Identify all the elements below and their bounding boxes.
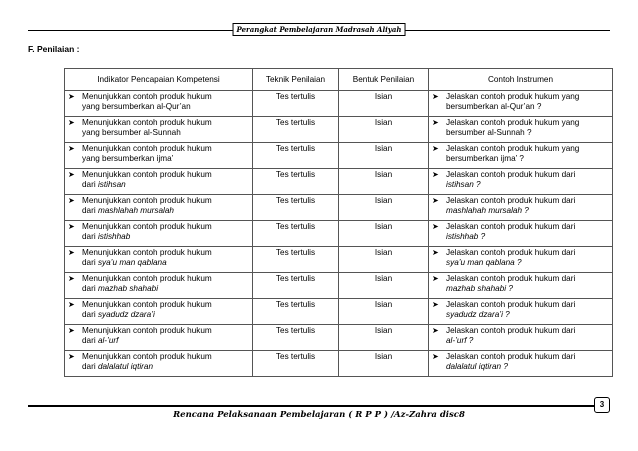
arrow-bullet-icon: ➤ [432, 222, 439, 231]
cell-bentuk: Isian [339, 221, 429, 247]
cell-bentuk: Isian [339, 91, 429, 117]
indikator-line2: yang bersumberkan ijma’ [82, 154, 174, 163]
table-row [65, 299, 613, 325]
cell-contoh [429, 169, 613, 195]
cell-contoh [429, 221, 613, 247]
arrow-bullet-icon: ➤ [68, 92, 75, 101]
contoh-term: mazhab shahabi ? [446, 284, 513, 293]
arrow-bullet-icon: ➤ [432, 300, 439, 309]
contoh-line1: Jelaskan contoh produk hukum dari [446, 248, 576, 257]
arrow-bullet-icon: ➤ [432, 170, 439, 179]
indikator-line1: Menunjukkan contoh produk hukum [82, 222, 212, 231]
cell-teknik: Tes tertulis [253, 195, 339, 221]
table-header-row [65, 69, 613, 91]
contoh-line2: bersumberkan al-Qur’an ? [446, 102, 542, 111]
arrow-bullet-icon: ➤ [68, 300, 75, 309]
cell-indikator [65, 273, 253, 299]
indikator-term: al-’urf [97, 336, 119, 345]
indikator-line1: Menunjukkan contoh produk hukum [82, 352, 212, 361]
table-row [65, 117, 613, 143]
table-row [65, 325, 613, 351]
page-number: 3 [594, 397, 610, 413]
arrow-bullet-icon: ➤ [68, 170, 75, 179]
indikator-line1: Menunjukkan contoh produk hukum [82, 92, 212, 101]
indikator-line2: yang bersumberkan al-Qur’an [82, 102, 191, 111]
contoh-line2: bersumberkan ijma’ ? [446, 154, 524, 163]
page-footer [28, 396, 610, 426]
table-row [65, 351, 613, 377]
header-title: Perangkat Pembelajaran Madrasah Aliyah [233, 23, 406, 36]
indikator-line2: dari [82, 206, 98, 215]
arrow-bullet-icon: ➤ [432, 144, 439, 153]
contoh-line1: Jelaskan contoh produk hukum dari [446, 196, 576, 205]
arrow-bullet-icon: ➤ [68, 222, 75, 231]
indikator-line1: Menunjukkan contoh produk hukum [82, 170, 212, 179]
indikator-line1: Menunjukkan contoh produk hukum [82, 326, 212, 335]
contoh-line1: Jelaskan contoh produk hukum dari [446, 352, 576, 361]
header-contoh: Contoh Instrumen [429, 69, 613, 91]
table-row [65, 195, 613, 221]
cell-indikator [65, 169, 253, 195]
indikator-line1: Menunjukkan contoh produk hukum [82, 144, 212, 153]
cell-contoh [429, 351, 613, 377]
cell-bentuk: Isian [339, 117, 429, 143]
indikator-term: istihsan [97, 180, 126, 189]
cell-teknik: Tes tertulis [253, 169, 339, 195]
cell-teknik: Tes tertulis [253, 91, 339, 117]
indikator-line2: dari [82, 180, 98, 189]
indikator-line2: dari [82, 258, 98, 267]
cell-bentuk: Isian [339, 351, 429, 377]
indikator-line2: dari [82, 336, 98, 345]
table-row [65, 273, 613, 299]
cell-contoh [429, 91, 613, 117]
cell-indikator [65, 221, 253, 247]
contoh-line1: Jelaskan contoh produk hukum dari [446, 300, 576, 309]
indikator-line2: yang bersumber al-Sunnah [82, 128, 181, 137]
cell-indikator [65, 299, 253, 325]
cell-contoh [429, 247, 613, 273]
cell-indikator [65, 91, 253, 117]
cell-teknik: Tes tertulis [253, 247, 339, 273]
indikator-line2: dari [82, 310, 98, 319]
footer-rule [28, 405, 610, 407]
footer-title: Rencana Pelaksanaan Pembelajaran ( R P P ) /Az-Zahra disc8 [173, 410, 465, 420]
contoh-term: istishhab ? [446, 232, 486, 241]
cell-indikator [65, 247, 253, 273]
cell-contoh [429, 299, 613, 325]
cell-bentuk: Isian [339, 325, 429, 351]
arrow-bullet-icon: ➤ [432, 326, 439, 335]
table-row [65, 91, 613, 117]
cell-teknik: Tes tertulis [253, 221, 339, 247]
indikator-term: istishhab [97, 232, 131, 241]
arrow-bullet-icon: ➤ [432, 196, 439, 205]
cell-teknik: Tes tertulis [253, 299, 339, 325]
arrow-bullet-icon: ➤ [68, 248, 75, 257]
contoh-line1: Jelaskan contoh produk hukum dari [446, 274, 576, 283]
arrow-bullet-icon: ➤ [432, 248, 439, 257]
indikator-line1: Menunjukkan contoh produk hukum [82, 248, 212, 257]
indikator-line2: dari [82, 232, 98, 241]
contoh-line1: Jelaskan contoh produk hukum yang [446, 92, 580, 101]
arrow-bullet-icon: ➤ [432, 274, 439, 283]
cell-contoh [429, 325, 613, 351]
indikator-term: sya’u man qablana [97, 258, 167, 267]
arrow-bullet-icon: ➤ [68, 274, 75, 283]
cell-indikator [65, 117, 253, 143]
header-indikator: Indikator Pencapaian Kompetensi [65, 69, 253, 91]
cell-contoh [429, 143, 613, 169]
indikator-term: dalalatul iqtiran [97, 362, 154, 371]
contoh-term: istihsan ? [446, 180, 481, 189]
page-header [28, 16, 610, 36]
contoh-term: mashlahah mursalah ? [446, 206, 529, 215]
contoh-line1: Jelaskan contoh produk hukum dari [446, 326, 576, 335]
indikator-line1: Menunjukkan contoh produk hukum [82, 196, 212, 205]
header-bentuk: Bentuk Penilaian [339, 69, 429, 91]
arrow-bullet-icon: ➤ [68, 144, 75, 153]
arrow-bullet-icon: ➤ [432, 118, 439, 127]
indikator-line2: dari [82, 284, 98, 293]
contoh-term: dalalatul iqtiran ? [446, 362, 508, 371]
cell-indikator [65, 195, 253, 221]
cell-bentuk: Isian [339, 299, 429, 325]
table-row [65, 221, 613, 247]
contoh-line2: bersumber al-Sunnah ? [446, 128, 532, 137]
cell-contoh [429, 273, 613, 299]
contoh-line1: Jelaskan contoh produk hukum yang [446, 118, 580, 127]
cell-bentuk: Isian [339, 273, 429, 299]
cell-indikator [65, 325, 253, 351]
arrow-bullet-icon: ➤ [68, 352, 75, 361]
cell-teknik: Tes tertulis [253, 143, 339, 169]
table-row [65, 169, 613, 195]
arrow-bullet-icon: ➤ [68, 196, 75, 205]
contoh-term: sya’u man qablana ? [446, 258, 522, 267]
indikator-term: mashlahah mursalah [97, 206, 174, 215]
indikator-term: syadudz dzara’i [97, 310, 155, 319]
contoh-line1: Jelaskan contoh produk hukum dari [446, 170, 576, 179]
header-teknik: Teknik Penilaian [253, 69, 339, 91]
cell-teknik: Tes tertulis [253, 117, 339, 143]
arrow-bullet-icon: ➤ [432, 92, 439, 101]
cell-teknik: Tes tertulis [253, 325, 339, 351]
cell-bentuk: Isian [339, 169, 429, 195]
assessment-table [64, 68, 613, 377]
cell-teknik: Tes tertulis [253, 273, 339, 299]
cell-indikator [65, 351, 253, 377]
indikator-term: mazhab shahabi [97, 284, 159, 293]
indikator-line1: Menunjukkan contoh produk hukum [82, 118, 212, 127]
cell-bentuk: Isian [339, 247, 429, 273]
table-row [65, 247, 613, 273]
contoh-line1: Jelaskan contoh produk hukum dari [446, 222, 576, 231]
arrow-bullet-icon: ➤ [68, 118, 75, 127]
cell-contoh [429, 117, 613, 143]
indikator-line1: Menunjukkan contoh produk hukum [82, 274, 212, 283]
indikator-line1: Menunjukkan contoh produk hukum [82, 300, 212, 309]
indikator-line2: dari [82, 362, 98, 371]
section-title: F. Penilaian : [28, 44, 80, 54]
contoh-line1: Jelaskan contoh produk hukum yang [446, 144, 580, 153]
table-row [65, 143, 613, 169]
arrow-bullet-icon: ➤ [68, 326, 75, 335]
cell-teknik: Tes tertulis [253, 351, 339, 377]
cell-bentuk: Isian [339, 143, 429, 169]
cell-contoh [429, 195, 613, 221]
cell-bentuk: Isian [339, 195, 429, 221]
arrow-bullet-icon: ➤ [432, 352, 439, 361]
contoh-term: al-’urf ? [446, 336, 474, 345]
contoh-term: syadudz dzara’i ? [446, 310, 510, 319]
cell-indikator [65, 143, 253, 169]
